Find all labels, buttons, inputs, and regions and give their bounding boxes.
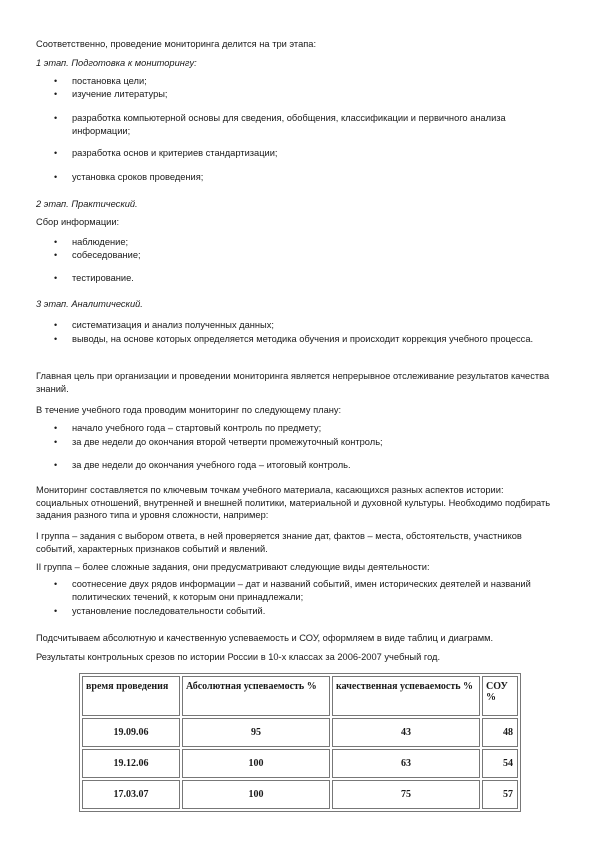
- cell-sou: 54: [482, 749, 518, 778]
- bullet: •: [54, 76, 58, 86]
- bullet: •: [54, 89, 58, 99]
- cell-quality: 75: [332, 780, 480, 809]
- table-row: [82, 718, 518, 747]
- cell-quality: 43: [332, 718, 480, 747]
- cell-date: 19.09.06: [82, 718, 180, 747]
- group2-text: II группа – более сложные задания, они предусматривают следующие виды деятельности:: [36, 562, 430, 572]
- table-row: [82, 780, 518, 809]
- bullet: •: [54, 172, 58, 182]
- list-item: наблюдение;: [72, 237, 129, 247]
- cell-absolute: 100: [182, 749, 330, 778]
- list-item: разработка основ и критериев стандартизации;: [72, 148, 278, 158]
- bullet: •: [54, 423, 58, 433]
- bullet: •: [54, 606, 58, 616]
- monitoring-text: Мониторинг составляется по ключевым точкам учебного материала, касающихся разных аспектов истории: социальных отношений, внутренней и внешней политики, материальной и духовной культуры. Необходимо подбирать задания разного типа и уровня сложности, например:: [36, 485, 551, 520]
- bullet: •: [54, 113, 58, 123]
- bullet: •: [54, 273, 58, 283]
- main-goal-text: Главная цель при организации и проведении мониторинга является непрерывное отслеживание результатов качества знаний.: [36, 371, 550, 394]
- bullet: •: [54, 320, 58, 330]
- group1-text: I группа – задания с выбором ответа, в ней проверяется знание дат, фактов – места, обстоятельств, участников событий, характерных признаков событий и явлений.: [36, 531, 522, 554]
- bullet: •: [54, 148, 58, 158]
- cell-absolute: 95: [182, 718, 330, 747]
- list-item: систематизация и анализ полученных данных;: [72, 320, 274, 330]
- cell-quality: 63: [332, 749, 480, 778]
- cell-date: 17.03.07: [82, 780, 180, 809]
- cell-absolute: 100: [182, 780, 330, 809]
- list-item: постановка цели;: [72, 76, 147, 86]
- list-item: соотнесение двух рядов информации – дат и названий событий, имен исторических деятелей и названий политических течений, к которым они принадлежали;: [72, 579, 531, 602]
- list-item: разработка компьютерной основы для сведения, обобщения, классификации и первичного анализа информации;: [72, 113, 506, 136]
- bullet: •: [54, 437, 58, 447]
- list-item: собеседование;: [72, 250, 141, 260]
- list-item: изучение литературы;: [72, 89, 168, 99]
- stage2-subtitle: Сбор информации:: [36, 217, 120, 227]
- col-header-date: время проведения: [82, 676, 180, 716]
- stage2-title: 2 этап. Практический.: [36, 199, 138, 209]
- col-header-sou: СОУ %: [482, 676, 518, 716]
- bullet: •: [54, 250, 58, 260]
- list-item: установка сроков проведения;: [72, 172, 204, 182]
- list-item: за две недели до окончания второй четверти промежуточный контроль;: [72, 437, 383, 447]
- plan-intro: В течение учебного года проводим мониторинг по следующему плану:: [36, 405, 342, 415]
- cell-sou: 57: [482, 780, 518, 809]
- cell-sou: 48: [482, 718, 518, 747]
- col-header-absolute: Абсолютная успеваемость %: [182, 676, 330, 716]
- list-item: выводы, на основе которых определяется методика обучения и происходит коррекция учебного процесса.: [72, 334, 534, 344]
- list-item: тестирование.: [72, 273, 134, 283]
- table-row: [82, 749, 518, 778]
- intro-text: Соответственно, проведение мониторинга делится на три этапа:: [36, 39, 317, 49]
- stage1-title: 1 этап. Подготовка к мониторингу:: [36, 58, 197, 68]
- bullet: •: [54, 334, 58, 344]
- cell-date: 19.12.06: [82, 749, 180, 778]
- calc-text: Подсчитываем абсолютную и качественную успеваемость и СОУ, оформляем в виде таблиц и диаграмм.: [36, 633, 494, 643]
- list-item: начало учебного года – стартовый контроль по предмету;: [72, 423, 322, 433]
- results-text: Результаты контрольных срезов по истории России в 10-х классах за 2006-2007 учебный год.: [36, 652, 441, 662]
- list-item: установление последовательности событий.: [72, 606, 266, 616]
- col-header-quality: качественная успеваемость %: [332, 676, 480, 716]
- results-table: [79, 673, 521, 812]
- list-item: за две недели до окончания учебного года – итоговый контроль.: [72, 460, 351, 470]
- stage3-title: 3 этап. Аналитический.: [36, 299, 143, 309]
- table-header-row: [82, 676, 518, 716]
- bullet: •: [54, 237, 58, 247]
- bullet: •: [54, 579, 58, 589]
- bullet: •: [54, 460, 58, 470]
